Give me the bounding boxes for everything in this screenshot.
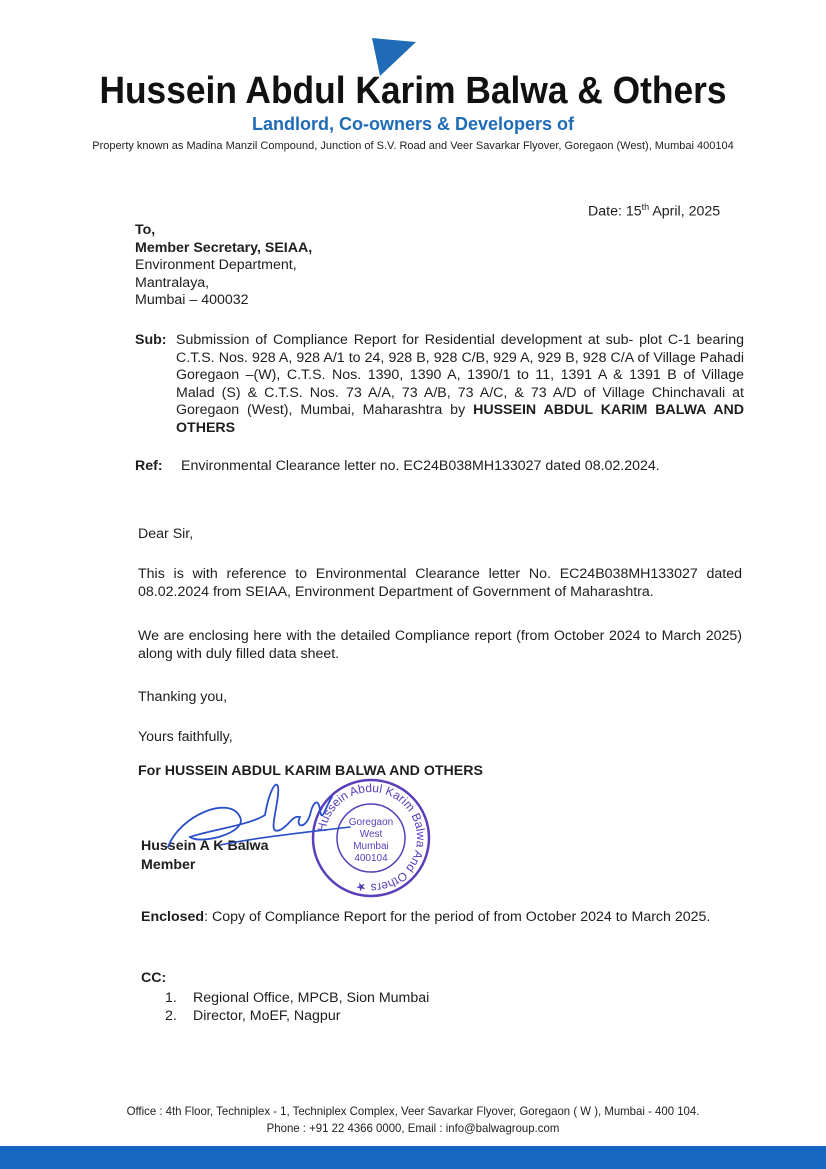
- for-company-line: For HUSSEIN ABDUL KARIM BALWA AND OTHERS: [138, 763, 483, 779]
- thanks-line: Thanking you,: [138, 689, 228, 705]
- cc-list: [165, 990, 429, 1025]
- property-line: Property known as Madina Manzil Compound, Junction of S.V. Road and Veer Savarkar Flyover, Goregaon (West), Mumbai 400104: [92, 140, 734, 152]
- signatory-role: Member: [141, 857, 196, 873]
- svg-text:Mumbai: Mumbai: [353, 841, 389, 852]
- subject-text: Submission of Compliance Report for Residential development at sub- plot C-1 bearing C.T.S. Nos. 928 A, 928 A/1 to 24, 928 B, 928 C/B, 929 A, 929 B, 928 C/A of Village Pahadi Goregaon –(W), C.T.S. Nos. 1390, 1390 A, 1390/1 to 11, 1391 A & 1391 B of Village Malad (S) & C.T.S. Nos. 73 A/A, 73 A/B, 73 A/C, & 73 A/D of Village Chinchavali at Goregaon (West), Mumbai, Maharashtra by HUSSEIN ABDUL KARIM BALWA AND OTHERS: [176, 332, 745, 436]
- recipient-title: Member Secretary, SEIAA,: [135, 239, 313, 256]
- svg-text:Goregaon: Goregaon: [348, 817, 394, 828]
- footer-address: [21, 1103, 806, 1137]
- svg-text:400104: 400104: [354, 853, 388, 864]
- recipient-line: Environment Department,: [135, 257, 297, 274]
- cc-item: 2. Director, MoEF, Nagpur: [165, 1007, 341, 1024]
- cc-label: CC:: [141, 970, 167, 986]
- enclosed-block: [141, 909, 747, 927]
- to-label: To,: [135, 222, 156, 238]
- paragraph-enclosure: We are enclosing here with the detailed Compliance report (from October 2024 to March 2025) along with duly filled data sheet.: [138, 628, 742, 662]
- company-name: Hussein Abdul Karim Balwa & Others: [99, 70, 727, 112]
- enclosed-label: Enclosed: [141, 909, 205, 925]
- yours-faithfully: Yours faithfully,: [138, 729, 233, 745]
- company-tagline: Landlord, Co-owners & Developers of: [251, 114, 575, 134]
- paragraph-reference: This is with reference to Environmental Clearance letter No. EC24B038MH133027 dated 08.02.2024 from SEIAA, Environment Department of Government of Maharashtra.: [138, 566, 742, 600]
- svg-text:West: West: [359, 829, 383, 840]
- reference-label: Ref:: [135, 458, 163, 474]
- recipient-line: Mantralaya,: [135, 274, 210, 291]
- subject-block: [135, 332, 745, 438]
- footer-contact: Phone : +91 22 4366 0000, Email : info@balwagroup.com: [266, 1121, 560, 1135]
- recipient-address: [135, 222, 312, 310]
- cc-item: 1. Regional Office, MPCB, Sion Mumbai: [165, 990, 430, 1006]
- signatory-name: Hussein A K Balwa: [141, 838, 269, 854]
- salutation: Dear Sir,: [138, 526, 194, 542]
- footer-bar: [0, 1146, 826, 1169]
- letter-date: Date: 15th April, 2025: [588, 202, 721, 220]
- footer-office: Office : 4th Floor, Techniplex - 1, Techniplex Complex, Veer Savarkar Flyover, Goregaon ( W ), Mumbai - 400 104.: [126, 1104, 700, 1118]
- reference-block: [135, 458, 660, 476]
- subject-label: Sub:: [135, 332, 167, 348]
- reference-text: Environmental Clearance letter no. EC24B038MH133027 dated 08.02.2024.: [181, 458, 660, 474]
- svg-text:Hussein Abdul Karim Balwa And: Hussein Abdul Karim Balwa And Others ★: [314, 780, 429, 896]
- handwritten-signature: [160, 775, 360, 865]
- recipient-line: Mumbai – 400032: [135, 292, 249, 309]
- enclosed-text: : Copy of Compliance Report for the period of from October 2024 to March 2025.: [204, 909, 711, 925]
